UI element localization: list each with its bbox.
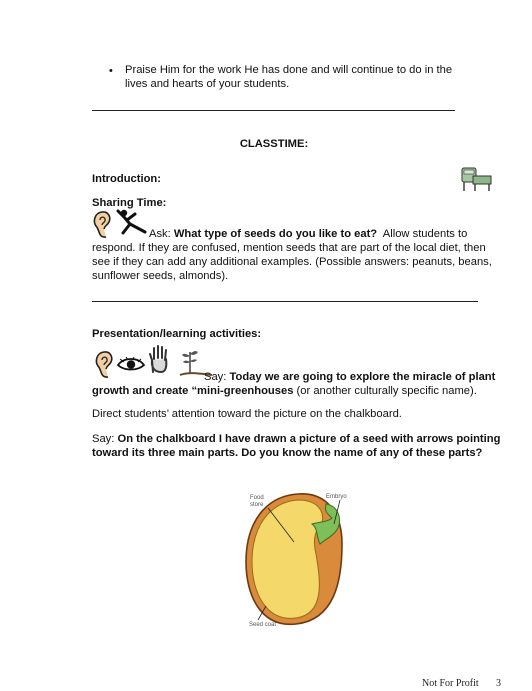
divider (92, 110, 455, 111)
sharing-heading: Sharing Time: (92, 197, 167, 209)
sharing-paragraph (92, 227, 502, 283)
sharing-question: What type of seeds do you like to eat? (173, 228, 378, 240)
introduction-heading: Introduction: (92, 173, 161, 185)
seed-coat-label: Seed coat (249, 622, 277, 628)
say2-bold: On the chalkboard I have drawn a picture of a seed with arrows pointing toward its three main parts. Do you know the name of any of these parts? (92, 433, 501, 459)
food-store-label-2: store (250, 502, 264, 508)
presentation-bold: Today we are going to explore the miracle of plant growth and create “mini-greenhouses (92, 371, 496, 397)
sharing-rest: Allow students to respond. If they are confused, mention seeds that are part of the local diet, then see if they can add any additional examples. (Possible answers: peanuts, beans, sunflower seeds, almonds). (92, 228, 492, 282)
say2-paragraph (92, 432, 502, 460)
seed-diagram (238, 482, 368, 632)
presentation-heading: Presentation/learning activities: (92, 328, 262, 340)
desk-icon (460, 165, 494, 193)
embryo-label: Embryo (326, 494, 347, 500)
ask-label: Ask: (149, 228, 171, 240)
presentation-rest: (or another culturally specific name). (296, 385, 477, 397)
say-label: Say: (204, 371, 227, 383)
footer-text: Not For Profit (422, 678, 479, 689)
divider (92, 301, 478, 302)
food-store-label-1: Food (250, 495, 264, 501)
direct-paragraph: Direct students’ attention toward the picture on the chalkboard. (92, 408, 402, 420)
presentation-paragraph (92, 370, 502, 398)
classtime-heading: CLASSTIME: (239, 138, 309, 150)
page-number: 3 (496, 678, 501, 689)
say2-label: Say: (92, 433, 115, 445)
bullet-symbol: • (109, 65, 113, 77)
bullet-text: Praise Him for the work He has done and will continue to do in the lives and hearts of your students. (125, 64, 453, 90)
